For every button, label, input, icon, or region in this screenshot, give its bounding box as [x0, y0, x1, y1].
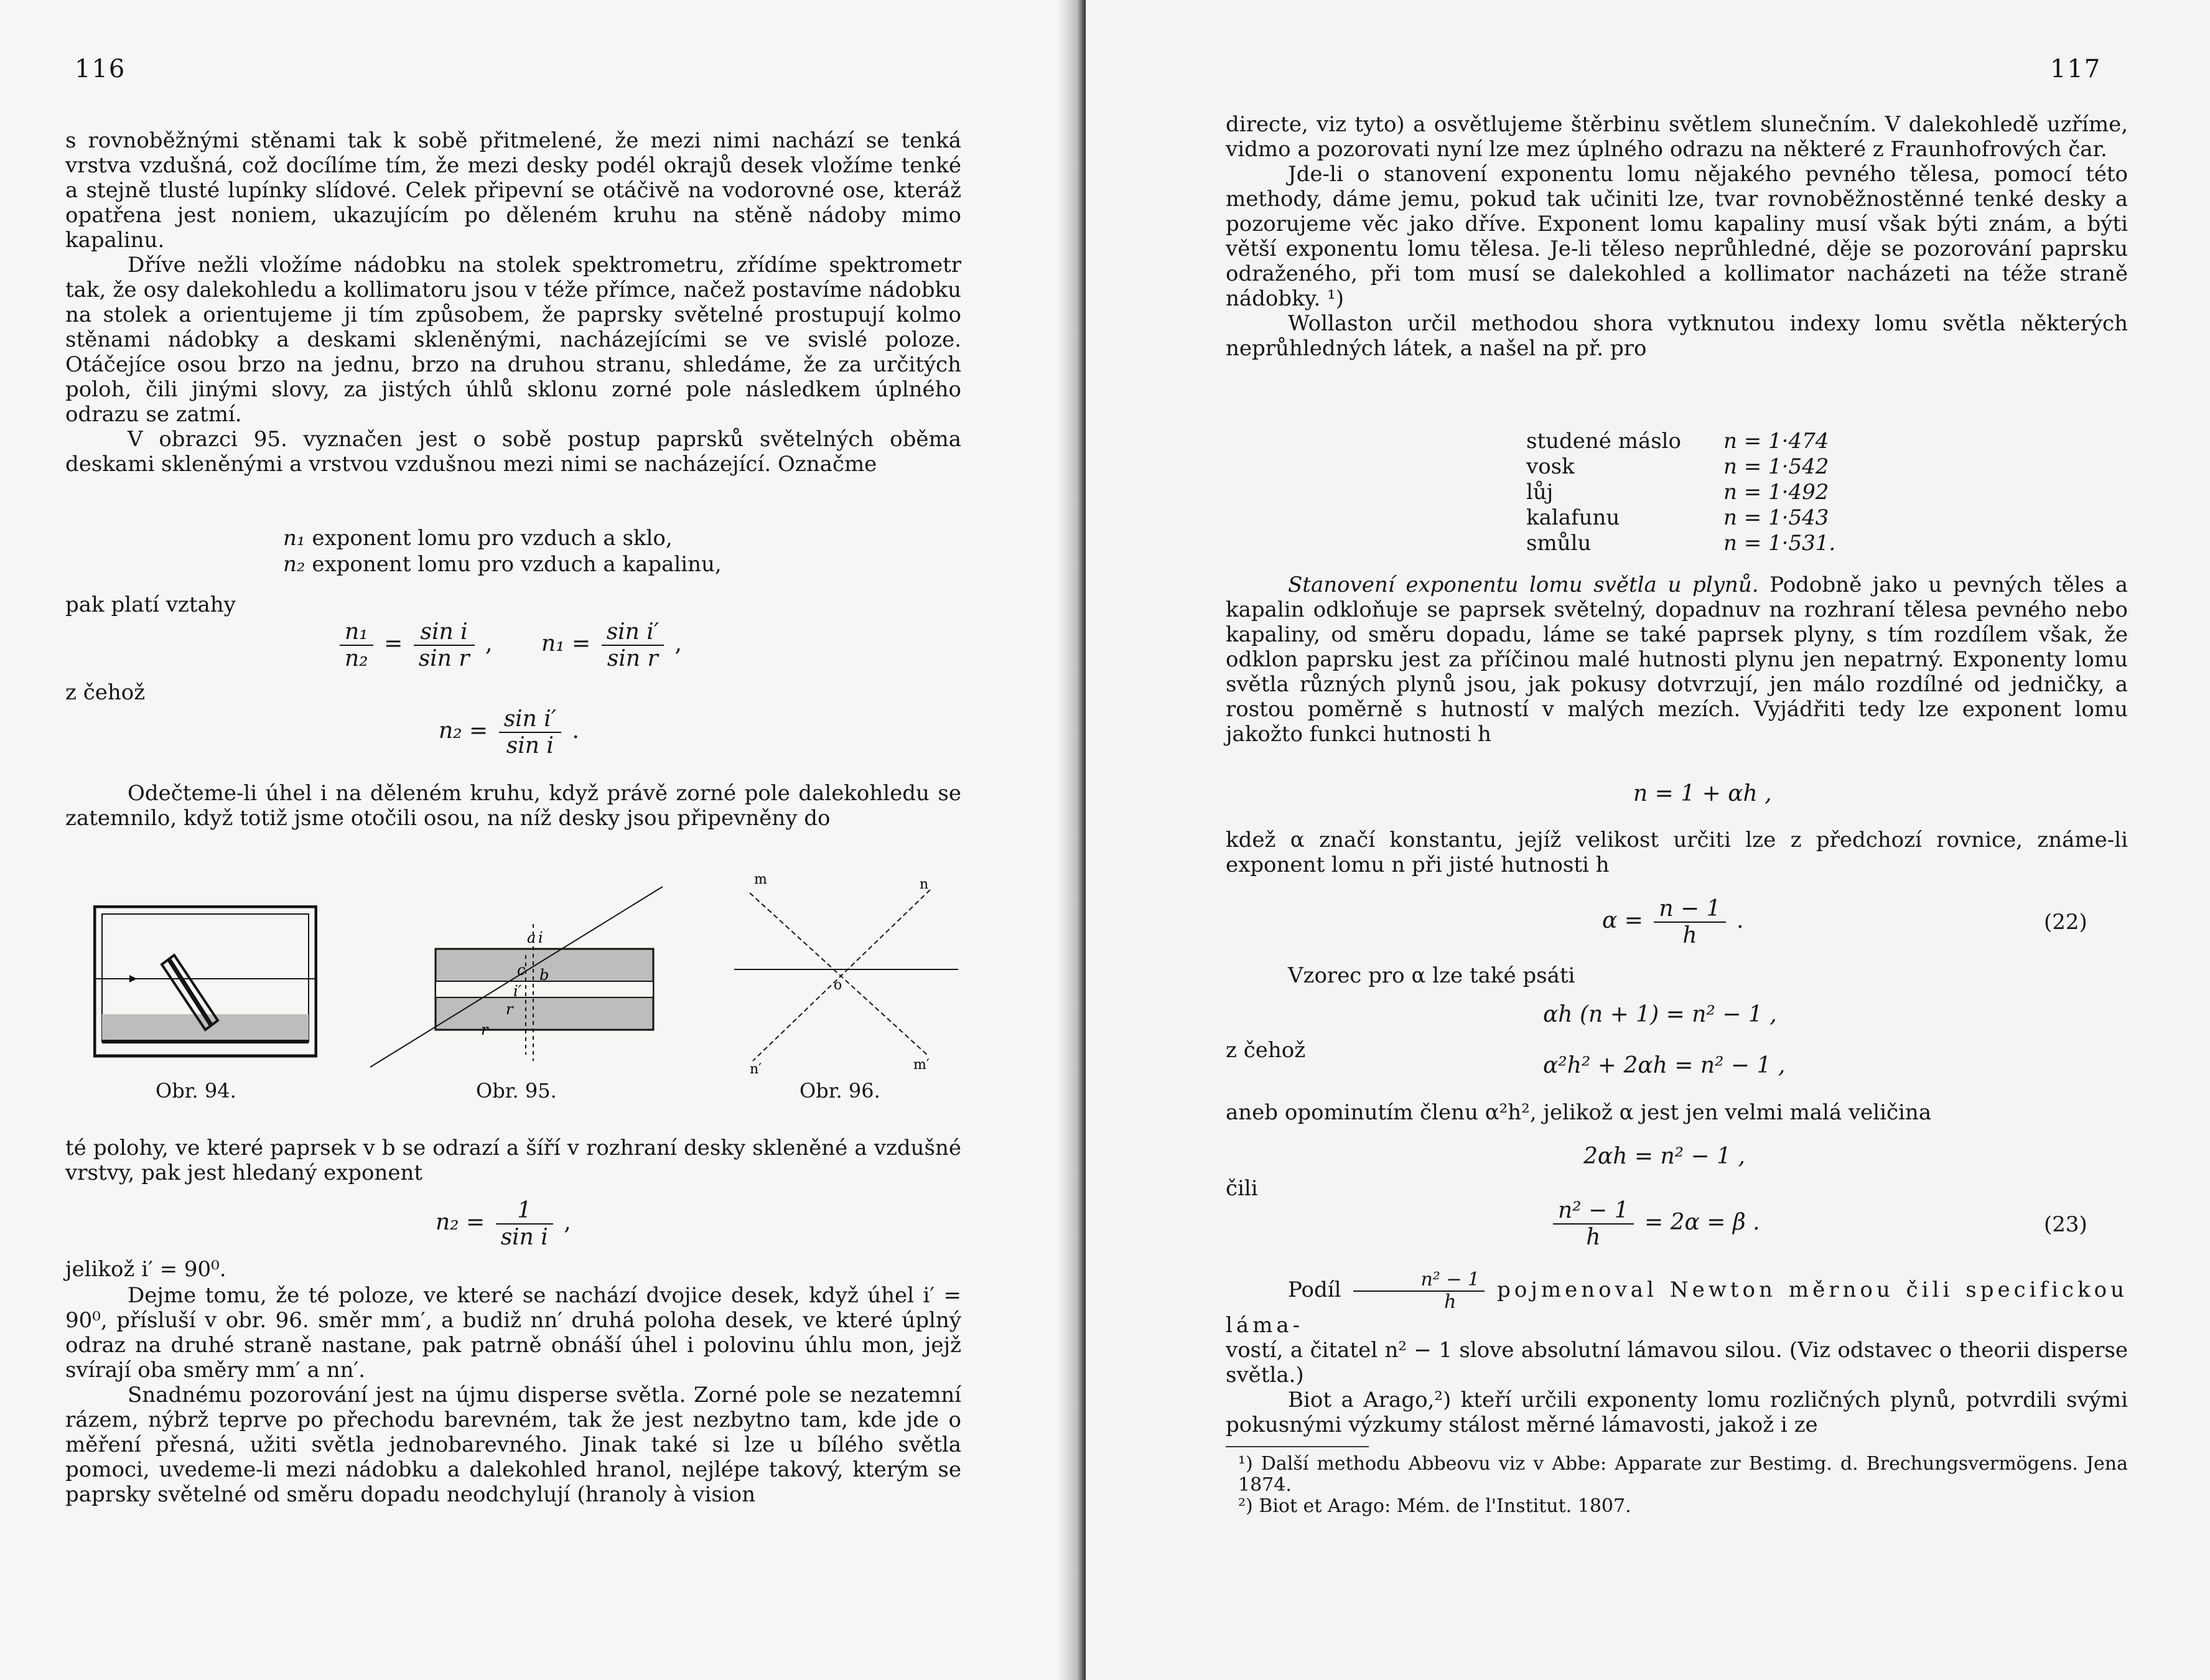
- figure-label: r: [506, 1001, 513, 1018]
- paragraph: aneb opominutím členu α²h², jelikož α jest jen velmi malá veličina: [1226, 1100, 1932, 1125]
- figure-label: n: [920, 877, 929, 892]
- figure-label: a: [527, 929, 536, 946]
- left-page: [0, 0, 1086, 1680]
- right-text-top: [1226, 112, 2128, 361]
- right-text-gases: [1226, 572, 2128, 747]
- left-text-bottom: [65, 1283, 961, 1507]
- table-row: lůj n = 1·492: [1526, 479, 1829, 505]
- label-vzorec: Vzorec pro α lze také psáti: [1288, 963, 1575, 988]
- figure-label: i: [538, 929, 543, 946]
- paragraph: Biot a Arago,²) kteří určili exponenty lomu rozličných plynů, potvrdili svými pokusnými výzkumy stálost měrné lámavosti, jakož i ze: [1226, 1388, 2128, 1437]
- paragraph: vostí, a čitatel n² − 1 slove absolutní lámavou silou. (Viz odstavec o theorii disperse světla.): [1226, 1338, 2128, 1388]
- figure-94-caption: Obr. 94.: [156, 1079, 236, 1103]
- label-z-cehoz: z čehož: [65, 680, 146, 705]
- left-text-mid: [65, 781, 961, 831]
- footnote: ²) Biot et Arago: Mém. de l'Institut. 1807.: [1238, 1495, 1631, 1517]
- figure-label: o: [834, 978, 842, 993]
- equation-2: n₁ = $\frac{\text{sin i′}}{\text{sin r}}$ ,: [541, 619, 682, 671]
- definition-text: exponent lomu pro vzduch a kapalinu,: [312, 552, 722, 577]
- equation-22: α = $\frac{n - 1}{h}$ .: [1602, 896, 1744, 948]
- equation-b: α²h² + 2αh = n² − 1 ,: [1543, 1053, 1786, 1078]
- paragraph: Snadnému pozorování jest na újmu disperse světla. Zorné pole se nezatemní rázem, nýbrž teprve po přechodu barevném, tak že jest nezbytno tam, kde jde o měření přesná, užiti světla jednobarevného. Jinak také si lze u bílého světla pomoci, uvedeme-li mezi nádobku a dalekohled hranol, nejlépe takový, kterým se paprsky světelné od směru dopadu neodchylují (hranoly à vision: [65, 1383, 961, 1507]
- figure-label: b: [539, 966, 549, 984]
- page-number: 116: [75, 55, 126, 83]
- equation-4: n₂ = $\frac{1}{\text{sin i}}$ ,: [436, 1198, 571, 1250]
- label-cili: čili: [1226, 1176, 1258, 1201]
- figure-label: n′: [750, 1062, 762, 1076]
- left-text-top: [65, 128, 961, 477]
- paragraph: s rovnoběžnými stěnami tak k sobě přitmelené, že mezi nimi nachází se tenká vrstva vzdušná, což docílíme tím, že mezi desky podél okrajů desek vložíme tenké a stejně tlusté lupínky slídové. Celek připevní se otáčivě na vodorovné ose, kteráž opatřena jest noniem, ukazujícím po děleném kruhu na stěně nádoby mimo kapalinu.: [65, 128, 961, 253]
- definition-n2: [283, 552, 722, 577]
- label-pak-plati: pak platí vztahy: [65, 592, 236, 617]
- paragraph: Jde-li o stanovení exponentu lomu nějakého pevného tělesa, pomocí této methody, dáme jemu, pokud tak učiniti lze, tvar rovnoběžnostěnné tenké desky a pozorujeme věc jako dříve. Exponent lomu kapaliny musí však býti znám, a býti větší exponentu lomu tělesa. Je-li těleso neprůhledné, děje se pozorování paprsku odraženého, při tom musí se dalekohled a kollimator nacházeti na téže straně nádobky. ¹): [1226, 162, 2128, 311]
- definition-n1: [283, 526, 673, 551]
- right-text-kdez: [1226, 828, 2128, 877]
- paragraph: V obrazci 95. vyznačen jest o sobě postup paprsků světelných oběma deskami skleněnými a vrstvou vzdušnou mezi nimi se nacházející. Označme: [65, 427, 961, 477]
- right-page: [1086, 0, 2210, 1680]
- left-text-after-figures: [65, 1136, 961, 1185]
- paragraph: Wollaston určil methodou shora vytknutou indexy lomu světla některých neprůhledných látek, a našel na př. pro: [1226, 311, 2128, 361]
- paragraph: Dejme tomu, že té poloze, ve které se nachází dvojice desek, když úhel i′ = 90⁰, přísluší v obr. 96. směr mm′, a budiž nn′ druhá poloha desek, ve které úplný odraz na druhé straně nastane, pak patrně obnáší úhel i polovinu úhlu mon, jejž svírají oba směry mm′ a nn′.: [65, 1283, 961, 1383]
- right-text-podil: [1226, 1269, 2128, 1437]
- right-text-aneb: [1226, 1100, 2128, 1125]
- definition-text: exponent lomu pro vzduch a sklo,: [312, 526, 673, 551]
- equation-number: (23): [2044, 1212, 2087, 1237]
- equation-c: 2αh = n² − 1 ,: [1583, 1144, 1745, 1169]
- paragraph: Stanovení exponentu lomu světla u plynů. Podobně jako u pevných těles a kapalin odkloňuje se paprsek světelný, dopadnuv na rozhraní tělesa pevného nebo kapaliny, od směru dopadu, láme se také paprsek plyny, s tím rozdílem však, že odklon paprsku jest za příčinou malé hutnosti plynu jen nepatrný. Exponenty lomu světla různých plynů jsou, jak pokusy dotvrzují, jen málo rozdílné od jedničky, a rostou poměrně s hutností v malých mezích. Vyjádřiti tedy lze exponent lomu jakožto funkci hutnosti h: [1226, 572, 2128, 747]
- refraction-values-table: [1521, 428, 1840, 556]
- table-row: kalafunu n = 1·543: [1526, 505, 1829, 530]
- paragraph: Dříve nežli vložíme nádobku na stolek spektrometru, zřídíme spektrometr tak, že osy dalekohledu a kollimatoru jsou v téže přímce, načež postavíme nádobku na stolek a orientujeme ji tím způsobem, že paprsky světelné prostupují kolmo stěnami nádobky a deskami skleněnými, nacházejícími se ve svislé poloze. Otáčejíce osou brzo na jednu, brzo na druhou stranu, shledáme, že za určitých poloh, čili jinými slovy, za jistých úhlů sklonu zorné pole následkem úplného odrazu se zatmí.: [65, 253, 961, 427]
- equation-23: $\frac{\text{n² − 1}}{h}$ = 2α = β .: [1549, 1198, 1760, 1250]
- figure-95-caption: Obr. 95.: [476, 1079, 557, 1103]
- equation-a: αh (n + 1) = n² − 1 ,: [1543, 1002, 1777, 1027]
- figure-label: c: [517, 961, 526, 979]
- table-row: vosk n = 1·542: [1526, 454, 1829, 479]
- figure-label: m: [754, 872, 767, 887]
- figure-94: [93, 905, 317, 1058]
- paragraph: Odečteme-li úhel i na děleném kruhu, když právě zorné pole dalekohledu se zatemnilo, když totiž jsme otočili osou, na níž desky jsou připevněny do: [65, 781, 961, 831]
- paragraph: kdež α značí konstantu, jejíž velikost určiti lze z předchozí rovnice, známe-li exponent lomu n při jisté hutnosti h: [1226, 828, 2128, 877]
- symbol: n₂: [283, 552, 305, 577]
- table-row: studené máslo n = 1·474: [1526, 428, 1829, 454]
- page-number: 117: [2050, 55, 2102, 83]
- footnotes: [1238, 1454, 2128, 1517]
- footnote: ¹) Další methodu Abbeovu viz v Abbe: Apparate zur Bestimg. d. Brechungsvermögens. Jena 1874.: [1238, 1453, 2128, 1496]
- equation-3: n₂ = $\frac{\text{sin i′}}{\text{sin i}}$ .: [439, 706, 579, 758]
- figure-label: r: [481, 1021, 488, 1038]
- paragraph: Podíl $\frac{\text{n² − 1}}{h}$ pojmenoval Newton měrnou čili specifickou láma-: [1226, 1269, 2128, 1338]
- paragraph: té polohy, ve které paprsek v b se odrazí a šíří v rozhraní desky skleněné a vzdušné vrstvy, pak jest hledaný exponent: [65, 1136, 961, 1185]
- figure-label: i′: [513, 982, 522, 1000]
- figure-95: [370, 880, 663, 1073]
- figure-96: [716, 871, 964, 1076]
- footnote-divider: [1226, 1446, 1369, 1447]
- table-row: smůlu n = 1·531.: [1526, 530, 1836, 556]
- equation-number: (22): [2044, 910, 2087, 935]
- section-title: Stanovení exponentu lomu světla u plynů.: [1288, 572, 1759, 597]
- label-z-cehoz: z čehož: [1226, 1038, 1306, 1063]
- equation-1: $\frac{\text{n₁}}{\text{n₂}}$ = $\frac{\text{sin i}}{\text{sin r}}$ ,: [336, 619, 492, 671]
- symbol: n₁: [283, 526, 305, 551]
- equation-n: n = 1 + αh ,: [1633, 781, 1772, 806]
- figure-96-caption: Obr. 96.: [800, 1079, 880, 1103]
- figure-label: m′: [913, 1057, 930, 1073]
- paragraph: directe, viz tyto) a osvětlujeme štěrbinu světlem slunečním. V dalekohledě uzříme, vidmo a pozorovati nyní lze mez úplného odrazu na některé z Fraunhofrových čar.: [1226, 112, 2128, 162]
- label-jelikoz: jelikož i′ = 90⁰.: [65, 1257, 226, 1282]
